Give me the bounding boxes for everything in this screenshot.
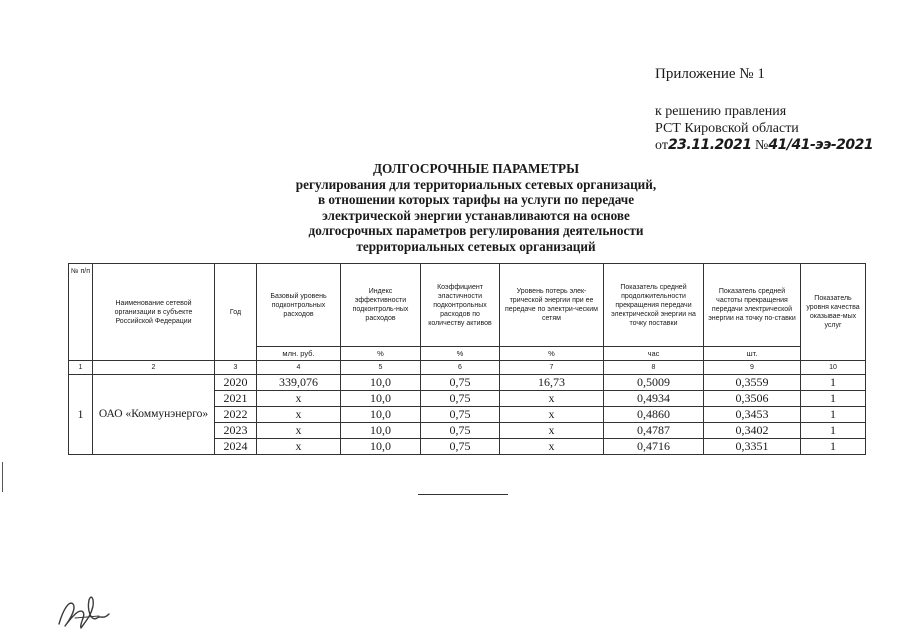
cell-base-cost: х <box>257 407 341 423</box>
cell-elasticity: 0,75 <box>421 423 500 439</box>
parameters-table <box>68 263 866 455</box>
cell-losses: х <box>500 407 604 423</box>
title-line-1: ДОЛГОСРОЧНЫЕ ПАРАМЕТРЫ <box>372 161 580 176</box>
header-losses: Уровень потерь элек-трической энергии при ее передаче по электри-ческим сетям <box>500 264 604 347</box>
col-number: 7 <box>500 361 604 375</box>
cell-frequency: 0,3402 <box>704 423 801 439</box>
title-line-5: долгосрочных параметров регулирования деятельности <box>308 223 644 239</box>
cell-elasticity: 0,75 <box>421 391 500 407</box>
cell-efficiency: 10,0 <box>341 375 421 391</box>
col-number: 4 <box>257 361 341 375</box>
resolution-line-1: к решению правления <box>655 104 787 119</box>
unit-duration: час <box>604 347 704 361</box>
cell-duration: 0,4787 <box>604 423 704 439</box>
header-efficiency: Индекс эффективности подконтроль-ных расходов <box>341 264 421 347</box>
title-line-4: электрической энергии устанавливаются на основе <box>322 207 630 223</box>
col-number: 10 <box>801 361 866 375</box>
col-number: 2 <box>93 361 215 375</box>
header-year: Год <box>215 264 257 361</box>
cell-elasticity: 0,75 <box>421 407 500 423</box>
cell-elasticity: 0,75 <box>421 439 500 455</box>
cell-efficiency: 10,0 <box>341 391 421 407</box>
title-line-2: регулирования для территориальных сетевых организаций, <box>295 176 657 192</box>
header-base-cost: Базовый уровень подконтрольных расходов <box>257 264 341 347</box>
unit-base-cost: млн. руб. <box>257 347 341 361</box>
col-number: 6 <box>421 361 500 375</box>
cell-efficiency: 10,0 <box>341 423 421 439</box>
handwritten-date: 23.11.2021 <box>667 137 752 153</box>
handwritten-number: 41/41-ээ-2021 <box>768 137 874 153</box>
cell-base-cost: 339,076 <box>257 375 341 391</box>
title-line-3: в отношении которых тарифы на услуги по передаче <box>317 192 635 208</box>
cell-year: 2022 <box>215 407 257 423</box>
cell-duration: 0,4716 <box>604 439 704 455</box>
appendix-label: Приложение № 1 <box>655 66 765 82</box>
resolution-block <box>655 103 873 154</box>
org-number: 1 <box>69 375 93 455</box>
header-frequency: Показатель средней частоты прекращения передачи электрической энергии на точку по-ставки <box>704 264 801 347</box>
cell-losses: 16,73 <box>500 375 604 391</box>
cell-losses: х <box>500 439 604 455</box>
cell-year: 2024 <box>215 439 257 455</box>
cell-frequency: 0,3453 <box>704 407 801 423</box>
document-title <box>280 161 672 255</box>
cell-quality: 1 <box>801 423 866 439</box>
cell-duration: 0,4934 <box>604 391 704 407</box>
cell-quality: 1 <box>801 375 866 391</box>
cell-efficiency: 10,0 <box>341 407 421 423</box>
cell-frequency: 0,3559 <box>704 375 801 391</box>
col-number: 9 <box>704 361 801 375</box>
cell-year: 2021 <box>215 391 257 407</box>
title-line-6: территориальных сетевых организаций <box>356 238 596 254</box>
unit-frequency: шт. <box>704 347 801 361</box>
header-duration: Показатель средней продолжительности прекращения передачи электрической энергии на точку поставки <box>604 264 704 347</box>
number-prefix: № <box>755 138 769 153</box>
cell-quality: 1 <box>801 439 866 455</box>
signature-icon <box>55 588 115 632</box>
cell-frequency: 0,3351 <box>704 439 801 455</box>
column-numbers-row <box>69 361 866 375</box>
closing-rule <box>418 494 508 495</box>
col-number: 1 <box>69 361 93 375</box>
col-number: 5 <box>341 361 421 375</box>
resolution-line-2: РСТ Кировской области <box>655 121 799 136</box>
cell-losses: х <box>500 391 604 407</box>
resolution-date-line <box>655 137 873 154</box>
date-prefix: от <box>655 138 668 153</box>
cell-duration: 0,5009 <box>604 375 704 391</box>
cell-year: 2020 <box>215 375 257 391</box>
unit-losses: % <box>500 347 604 361</box>
scan-edge-mark <box>2 462 3 492</box>
cell-duration: 0,4860 <box>604 407 704 423</box>
cell-elasticity: 0,75 <box>421 375 500 391</box>
cell-base-cost: х <box>257 391 341 407</box>
header-num: № п/п <box>69 264 93 361</box>
cell-year: 2023 <box>215 423 257 439</box>
cell-base-cost: х <box>257 439 341 455</box>
header-org-name: Наименование сетевой организации в субъекте Российской Федерации <box>93 264 215 361</box>
cell-losses: х <box>500 423 604 439</box>
cell-quality: 1 <box>801 391 866 407</box>
header-row <box>69 264 866 347</box>
cell-efficiency: 10,0 <box>341 439 421 455</box>
table-row <box>69 375 866 391</box>
unit-efficiency: % <box>341 347 421 361</box>
header-quality: Показатель уровня качества оказывае-мых услуг <box>801 264 866 361</box>
header-elasticity: Коэффициент эластичности подконтрольных расходов по количеству активов <box>421 264 500 347</box>
cell-quality: 1 <box>801 407 866 423</box>
col-number: 3 <box>215 361 257 375</box>
cell-frequency: 0,3506 <box>704 391 801 407</box>
cell-base-cost: х <box>257 423 341 439</box>
org-name: ОАО «Коммунэнерго» <box>93 375 215 455</box>
col-number: 8 <box>604 361 704 375</box>
unit-elasticity: % <box>421 347 500 361</box>
